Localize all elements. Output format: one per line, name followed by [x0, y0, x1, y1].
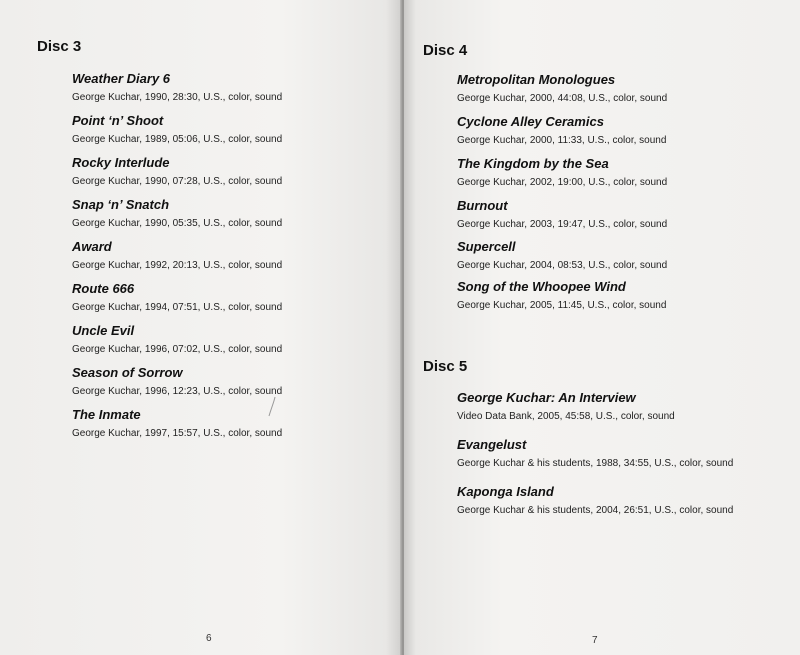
- film-title: The Kingdom by the Sea: [457, 156, 609, 171]
- film-entry: [457, 156, 667, 189]
- film-title: Award: [72, 239, 112, 254]
- film-title: Song of the Whoopee Wind: [457, 279, 626, 294]
- film-entry: [457, 72, 667, 105]
- page-number: 7: [592, 635, 598, 646]
- film-title: Snap ‘n’ Snatch: [72, 197, 170, 212]
- film-details: George Kuchar, 1996, 07:02, U.S., color, sound: [72, 344, 283, 355]
- film-entry: [72, 197, 282, 230]
- film-entry: [457, 390, 675, 423]
- film-details: George Kuchar, 1990, 05:35, U.S., color, sound: [72, 218, 283, 229]
- film-details: George Kuchar, 2005, 11:45, U.S., color, sound: [457, 300, 667, 311]
- film-title: Burnout: [457, 198, 508, 213]
- film-details: George Kuchar, 2004, 08:53, U.S., color, sound: [457, 260, 668, 271]
- film-entry: [72, 323, 282, 356]
- film-title: Rocky Interlude: [72, 155, 170, 170]
- disc-3-heading: Disc 3: [37, 38, 82, 55]
- film-entry: [72, 365, 282, 398]
- film-title: Metropolitan Monologues: [457, 72, 616, 87]
- film-entry: [457, 239, 667, 272]
- pen-mark-icon: [266, 396, 278, 418]
- page-number: 6: [206, 633, 212, 644]
- film-details: George Kuchar, 2000, 44:08, U.S., color, sound: [457, 93, 668, 104]
- film-title: The Inmate: [72, 407, 141, 422]
- film-title: Weather Diary 6: [72, 71, 171, 86]
- film-details: George Kuchar, 1989, 05:06, U.S., color, sound: [72, 134, 283, 145]
- film-details: George Kuchar, 1990, 07:28, U.S., color, sound: [72, 176, 283, 187]
- film-details: George Kuchar & his students, 1988, 34:55, U.S., color, sound: [457, 458, 734, 469]
- film-entry: [457, 114, 666, 147]
- film-entry: [72, 71, 282, 104]
- film-title: Uncle Evil: [72, 323, 135, 338]
- film-entry: [457, 437, 733, 470]
- right-page: [404, 0, 800, 655]
- film-entry: [457, 484, 733, 517]
- film-title: Season of Sorrow: [72, 365, 183, 380]
- film-details: George Kuchar, 2000, 11:33, U.S., color, sound: [457, 135, 667, 146]
- film-details: George Kuchar, 1994, 07:51, U.S., color, sound: [72, 302, 283, 313]
- film-title: Evangelust: [457, 437, 527, 452]
- film-title: George Kuchar: An Interview: [457, 390, 636, 405]
- film-entry: [72, 113, 282, 146]
- disc-5-heading: Disc 5: [423, 358, 468, 375]
- film-details: George Kuchar, 1990, 28:30, U.S., color, sound: [72, 92, 283, 103]
- film-details: George Kuchar, 1996, 12:23, U.S., color, sound: [72, 386, 283, 397]
- film-title: Cyclone Alley Ceramics: [457, 114, 604, 129]
- film-entry: [72, 281, 282, 314]
- film-title: Point ‘n’ Shoot: [72, 113, 164, 128]
- film-entry: [457, 198, 667, 231]
- film-title: Kaponga Island: [457, 484, 554, 499]
- film-title: Route 666: [72, 281, 135, 296]
- film-entry: [72, 407, 282, 440]
- film-details: George Kuchar, 2003, 19:47, U.S., color, sound: [457, 219, 668, 230]
- film-details: Video Data Bank, 2005, 45:58, U.S., color, sound: [457, 411, 675, 422]
- film-details: George Kuchar, 1992, 20:13, U.S., color, sound: [72, 260, 283, 271]
- film-details: George Kuchar & his students, 2004, 26:51, U.S., color, sound: [457, 505, 734, 516]
- film-entry: [72, 155, 282, 188]
- film-details: George Kuchar, 1997, 15:57, U.S., color, sound: [72, 428, 283, 439]
- disc-4-heading: Disc 4: [423, 42, 468, 59]
- film-title: Supercell: [457, 239, 516, 254]
- film-entry: [72, 239, 282, 272]
- film-details: George Kuchar, 2002, 19:00, U.S., color, sound: [457, 177, 668, 188]
- film-entry: [457, 279, 666, 312]
